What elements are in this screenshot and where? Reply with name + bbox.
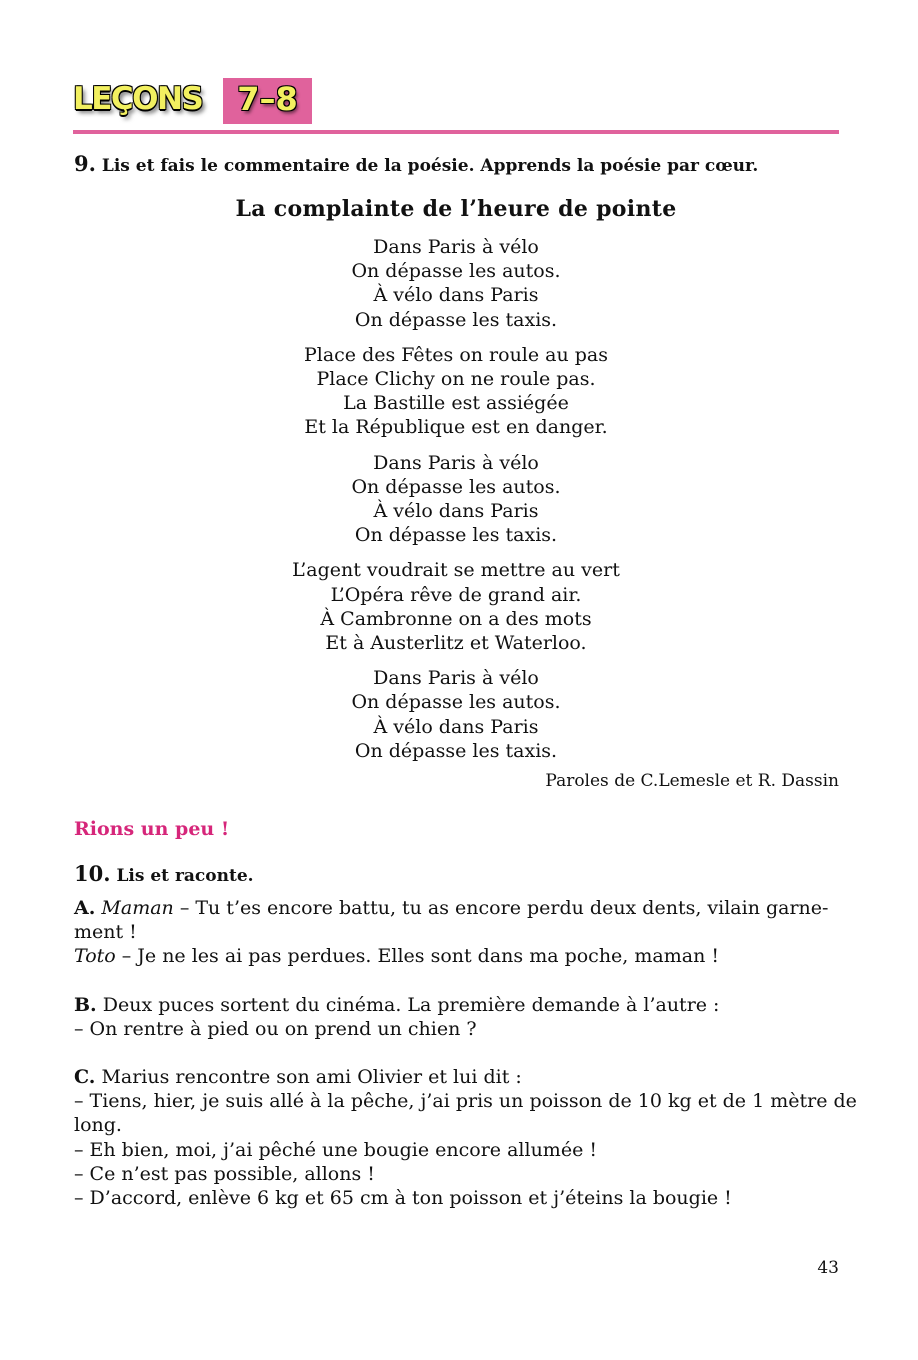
poem-line: On dépasse les autos. xyxy=(351,475,561,498)
poem-line: À vélo dans Paris xyxy=(373,284,539,307)
poem-line: Et la République est en danger. xyxy=(304,416,608,439)
joke-marker: B. xyxy=(74,993,97,1016)
joke-line: ment ! xyxy=(74,921,137,944)
header-divider xyxy=(73,130,839,134)
joke-line: – On rentre à pied ou on prend un chien ? xyxy=(74,1017,477,1040)
speaker-name: Maman xyxy=(101,897,174,919)
lessons-label: LEÇONS xyxy=(73,81,203,117)
poem-line: On dépasse les taxis. xyxy=(354,739,558,762)
page-number: 43 xyxy=(817,1258,839,1278)
poem-stanza xyxy=(0,451,912,548)
poem-line: On dépasse les taxis. xyxy=(354,524,558,547)
exercise-9-heading xyxy=(74,151,758,176)
poem-credit: Paroles de C.Lemesle et R. Dassin xyxy=(545,771,839,791)
speaker-name: Toto xyxy=(74,945,116,968)
lesson-number-badge xyxy=(223,78,312,124)
exercise-10-heading xyxy=(74,861,254,886)
joke-c xyxy=(74,1065,857,1210)
joke-line xyxy=(74,944,840,968)
joke-marker: C. xyxy=(74,1066,96,1089)
joke-line: – Eh bien, moi, j’ai pêché une bougie encore allumée ! xyxy=(74,1138,597,1161)
poem-line: L’Opéra rêve de grand air. xyxy=(330,583,582,606)
poem-line: À Cambronne on a des mots xyxy=(320,607,592,630)
joke-text: – Je ne les ai pas perdues. Elles sont dans ma poche, maman ! xyxy=(115,945,719,968)
joke-b xyxy=(74,993,840,1041)
poem-line: On dépasse les taxis. xyxy=(354,308,558,331)
joke-line: long. xyxy=(74,1114,122,1137)
joke-a xyxy=(74,896,840,969)
exercise-9-instruction: Lis et fais le commentaire de la poésie. Apprends la poésie par cœur. xyxy=(101,156,759,176)
poem-line: À vélo dans Paris xyxy=(373,715,539,738)
poem-line: Place Clichy on ne roule pas. xyxy=(316,368,596,391)
section-heading: Rions un peu ! xyxy=(74,818,230,840)
joke-line: – Ce n’est pas possible, allons ! xyxy=(74,1162,375,1185)
poem-line: La Bastille est assiégée xyxy=(343,392,569,415)
poem-line: On dépasse les autos. xyxy=(351,691,561,714)
exercise-10-instruction: Lis et raconte. xyxy=(116,866,254,886)
poem-title: La complainte de l’heure de pointe xyxy=(235,196,677,222)
poem-stanza xyxy=(0,343,912,440)
poem-line: Place des Fêtes on roule au pas xyxy=(303,343,609,366)
poem-line: Dans Paris à vélo xyxy=(373,451,539,474)
poem-line: À vélo dans Paris xyxy=(373,500,539,523)
joke-text: Marius rencontre son ami Olivier et lui dit : xyxy=(95,1066,522,1089)
joke-line xyxy=(74,896,840,920)
lesson-numbers: 7–8 xyxy=(237,80,298,118)
poem-line: Et à Austerlitz et Waterloo. xyxy=(325,632,587,655)
poem xyxy=(0,235,912,774)
joke-line: – Tiens, hier, je suis allé à la pêche, j’ai pris un poisson de 10 kg et de 1 mètre de xyxy=(74,1090,857,1113)
poem-stanza xyxy=(0,558,912,655)
poem-line: On dépasse les autos. xyxy=(351,260,561,283)
poem-line: Dans Paris à vélo xyxy=(373,667,539,690)
joke-text: – Tu t’es encore battu, tu as encore perdu deux dents, vilain garne- xyxy=(173,897,829,919)
joke-line xyxy=(74,1065,840,1089)
jokes xyxy=(74,896,857,1234)
poem-line: Dans Paris à vélo xyxy=(373,236,539,258)
joke-marker: A. xyxy=(74,897,96,919)
joke-line: – D’accord, enlève 6 kg et 65 cm à ton poisson et j’éteins la bougie ! xyxy=(74,1187,732,1210)
exercise-10-number: 10. xyxy=(74,861,111,886)
joke-line xyxy=(74,993,840,1017)
joke-text: Deux puces sortent du cinéma. La première demande à l’autre : xyxy=(96,993,720,1016)
poem-stanza xyxy=(0,666,912,763)
exercise-9-number: 9. xyxy=(74,151,96,176)
poem-line: L’agent voudrait se mettre au vert xyxy=(292,559,620,582)
poem-stanza xyxy=(0,235,912,332)
